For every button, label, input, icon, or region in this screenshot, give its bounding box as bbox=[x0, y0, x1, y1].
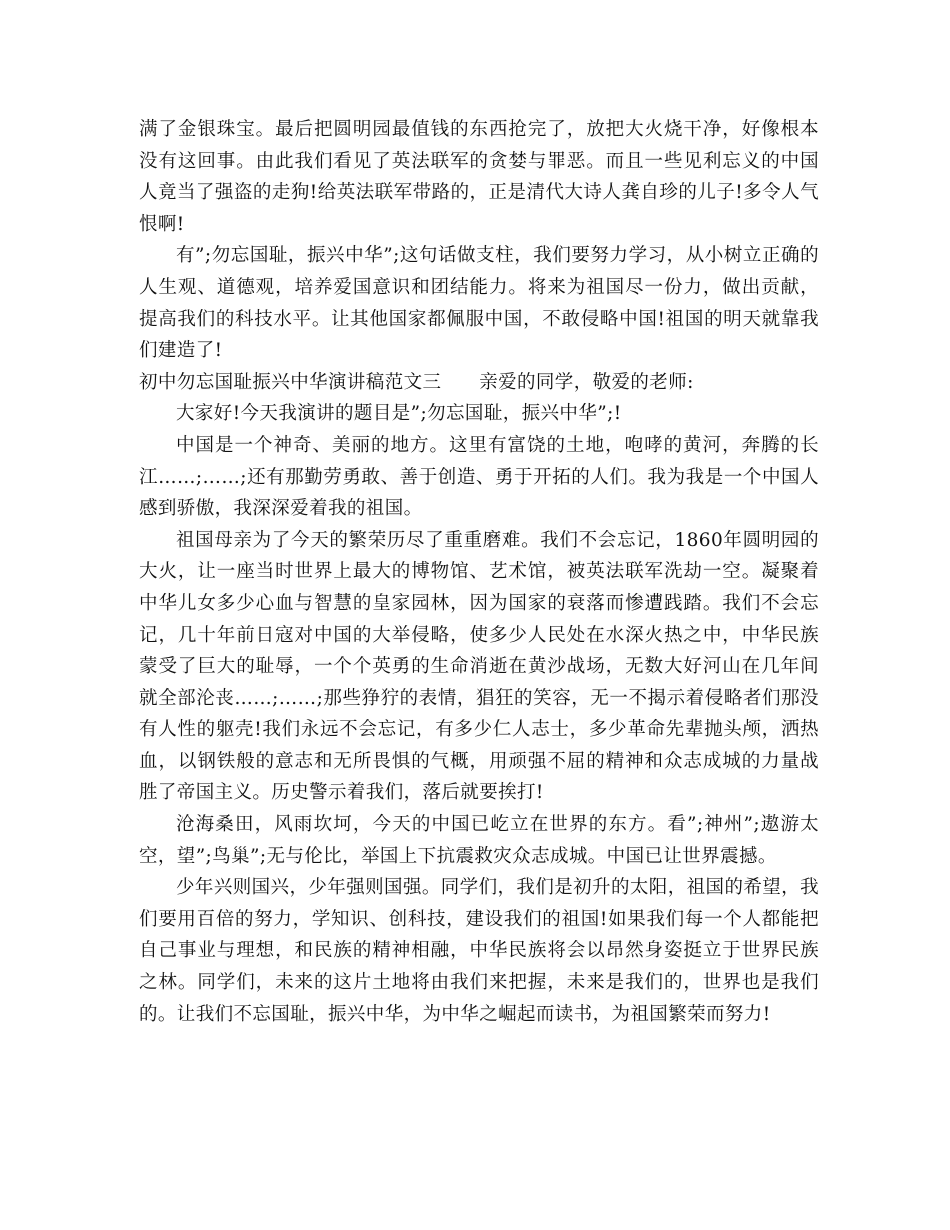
document-body bbox=[139, 114, 819, 1030]
paragraph-6: 祖国母亲为了今天的繁荣历尽了重重磨难。我们不会忘记，1860年圆明园的大火，让一座当时世界上最大的博物馆、艺术馆，被英法联军洗劫一空。凝聚着中华儿女多少心血与智慧的皇家园林，因为国家的衰落而惨遭践踏。我们不会忘记，几十年前日寇对中国的大举侵略，使多少人民处在水深火热之中，中华民族蒙受了巨大的耻辱，一个个英勇的生命消逝在黄沙战场，无数大好河山在几年间就全部沦丧……;……;那些狰狞的表情，猖狂的笑容，无一不揭示着侵略者们那没有人性的躯壳!我们永远不会忘记，有多少仁人志士，多少革命先辈抛头颅，洒热血，以钢铁般的意志和无所畏惧的气概，用顽强不屈的精神和众志成城的力量战胜了帝国主义。历史警示着我们，落后就要挨打! bbox=[139, 529, 819, 804]
section-heading-paragraph: 初中勿忘国耻振兴中华演讲稿范文三 亲爱的同学，敬爱的老师: bbox=[139, 371, 694, 393]
paragraph-greeting: 大家好!今天我演讲的题目是”;勿忘国耻，振兴中华”;! bbox=[176, 403, 622, 425]
paragraph-1: 满了金银珠宝。最后把圆明园最值钱的东西抢完了，放把大火烧干净，好像根本没有这回事。由此我们看见了英法联军的贪婪与罪恶。而且一些见利忘义的中国人竟当了强盗的走狗!给英法联军带路的，正是清代大诗人龚自珍的儿子!多令人气恨啊! bbox=[139, 119, 819, 235]
paragraph-5: 中国是一个神奇、美丽的地方。这里有富饶的土地，咆哮的黄河，奔腾的长江……;……;还有那勤劳勇敢、善于创造、勇于开拓的人们。我为我是一个中国人感到骄傲，我深深爱着我的祖国。 bbox=[139, 434, 819, 520]
paragraph-2: 有”;勿忘国耻，振兴中华”;这句话做支柱，我们要努力学习，从小树立正确的人生观、道德观，培养爱国意识和团结能力。将来为祖国尽一份力，做出贡献，提高我们的科技水平。让其他国家都佩服中国，不敢侵略中国!祖国的明天就靠我们建造了! bbox=[139, 245, 819, 362]
paragraph-7: 沧海桑田，风雨坎坷，今天的中国已屹立在世界的东方。看”;神州”;遨游太空，望”;鸟巢”;无与伦比，举国上下抗震救灾众志成城。中国已让世界震撼。 bbox=[139, 814, 819, 867]
paragraph-8: 少年兴则国兴，少年强则国强。同学们，我们是初升的太阳，祖国的希望，我们要用百倍的努力，学知识、创科技，建设我们的祖国!如果我们每一个人都能把自己事业与理想，和民族的精神相融，中华民族将会以昂然身姿挺立于世界民族之林。同学们，未来的这片土地将由我们来把握，未来是我们的，世界也是我们的。让我们不忘国耻，振兴中华，为中华之崛起而读书，为祖国繁荣而努力! bbox=[139, 877, 819, 1025]
